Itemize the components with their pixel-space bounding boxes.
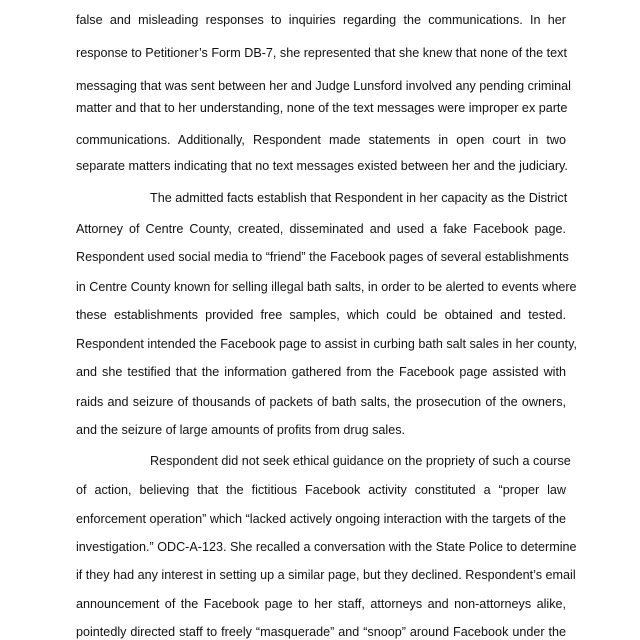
- paragraph-2-line-6: Respondent intended the Facebook page to assist in curbing bath salt sales in her county,: [76, 337, 578, 351]
- paragraph-2-line-9: and the seizure of large amounts of profits from drug sales.: [76, 423, 406, 437]
- paragraph-1-line-2: response to Petitioner’s Form DB-7, she represented that she knew that none of the text: [76, 46, 567, 60]
- paragraph-3-line-2: of action, believing that the fictitious Facebook activity constituted a “proper law: [76, 483, 566, 497]
- paragraph-1-line-4: matter and that to her understanding, none of the text messages were improper ex parte: [76, 101, 568, 115]
- paragraph-3-line-6: announcement of the Facebook page to her staff, attorneys and non-attorneys alike,: [76, 597, 566, 611]
- paragraph-1-line-1: false and misleading responses to inquiries regarding the communications. In her: [76, 13, 566, 27]
- paragraph-2-line-1: The admitted facts establish that Respondent in her capacity as the District: [150, 191, 568, 205]
- paragraph-3-line-3: enforcement operation” which “lacked actively ongoing interaction with the targets of the: [76, 512, 566, 526]
- paragraph-2-line-8: raids and seizure of thousands of packets of bath salts, the prosecution of the owners,: [76, 395, 566, 409]
- paragraph-2-line-4: in Centre County known for selling illegal bath salts, in order to be alerted to events where: [76, 280, 577, 294]
- paragraph-2-line-5: these establishments provided free samples, which could be obtained and tested.: [76, 308, 566, 322]
- paragraph-1-line-5: communications. Additionally, Respondent made statements in open court in two: [76, 133, 566, 147]
- paragraph-3-line-1: Respondent did not seek ethical guidance on the propriety of such a course: [150, 454, 571, 468]
- paragraph-2-line-2: Attorney of Centre County, created, disseminated and used a fake Facebook page.: [76, 222, 566, 236]
- paragraph-2-line-3: Respondent used social media to “friend” the Facebook pages of several establishments: [76, 250, 569, 264]
- paragraph-3-line-4: investigation.” ODC-A-123. She recalled a conversation with the State Police to determine: [76, 540, 577, 554]
- paragraph-3-line-7: pointedly directed staff to freely “masquerade” and “snoop” around Facebook under the: [76, 625, 566, 639]
- paragraph-2-line-7: and she testified that the information gathered from the Facebook page assisted with: [76, 365, 566, 379]
- paragraph-1-line-3: messaging that was sent between her and Judge Lunsford involved any pending criminal: [76, 79, 571, 93]
- paragraph-3-line-5: if they had any interest in setting up a similar page, but they declined. Respondent’s email: [76, 568, 576, 582]
- paragraph-1-line-6: separate matters indicating that no text messages existed between her and the judiciary.: [76, 159, 568, 173]
